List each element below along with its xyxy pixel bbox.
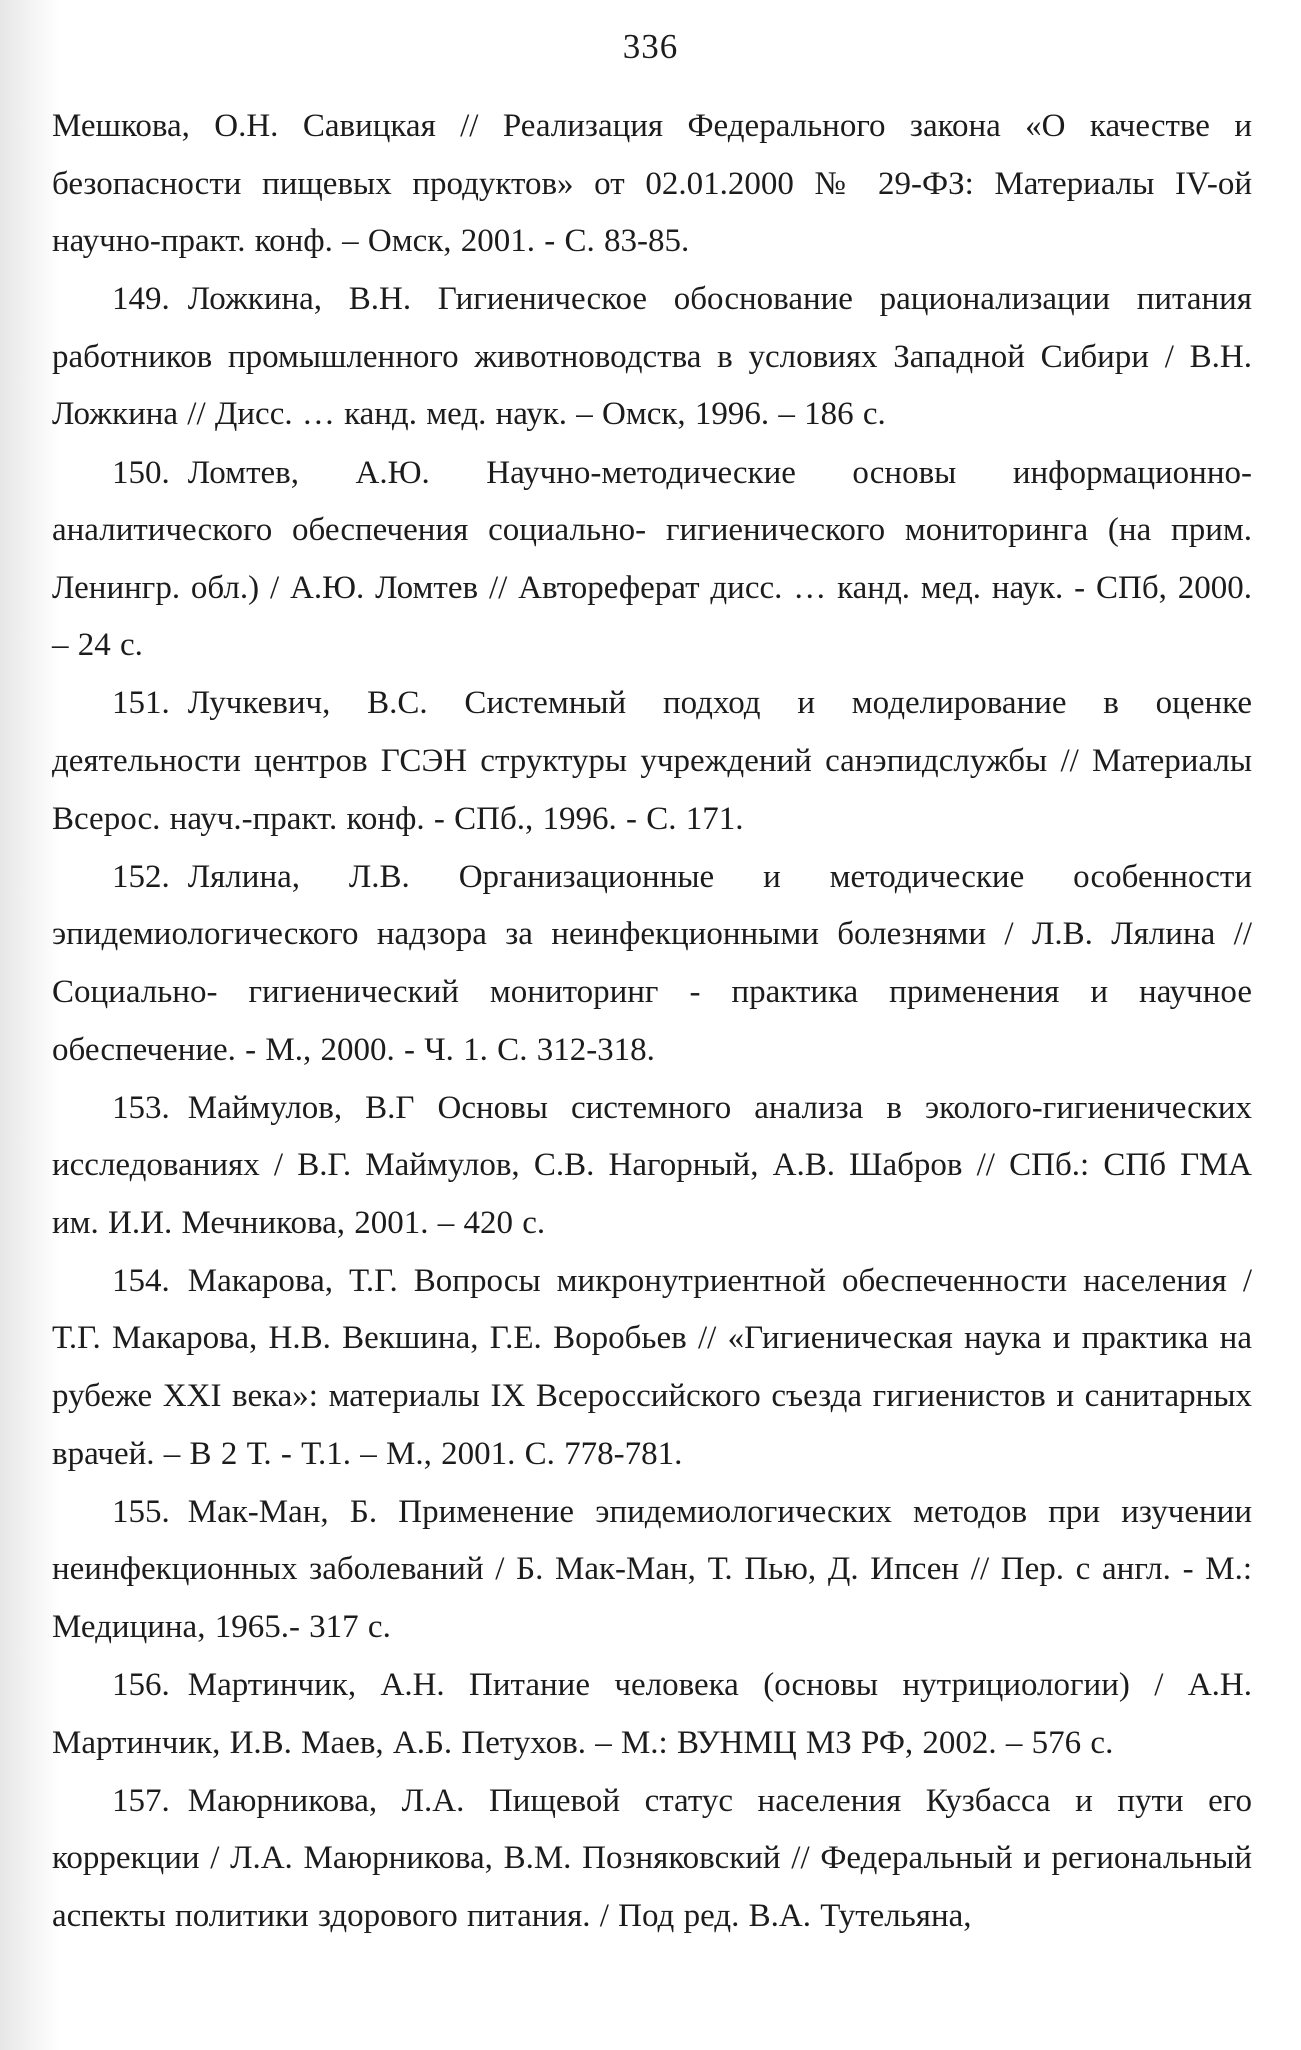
reference-entry-149 [52,271,1252,444]
reference-entry-155 [52,1484,1252,1657]
reference-entry-151 [52,675,1252,848]
reference-text: Мешкова, О.Н. Савицкая // Реализация Федерального закона «О качестве и безопасности пищевых продуктов» от 02.01.2000 № 29-ФЗ: Материалы IV-ой научно-практ. конф. – Омск, 2001. - С. 83-85. [52,108,1252,260]
page-number: 336 [622,27,679,66]
reference-text: Ложкина, В.Н. Гигиеническое обоснование рационализации питания работников промышленного животноводства в условиях Западной Сибири / В.Н. Ложкина // Дисс. … канд. мед. наук. – Омск, 1996. – 186 с. [52,281,1252,433]
reference-text: Маймулов, В.Г Основы системного анализа в эколого-гигиенических исследованиях / В.Г. Маймулов, С.В. Нагорный, А.В. Шабров // СПб.: СПб ГМА им. И.И. Мечникова, 2001. – 420 с. [52,1089,1252,1241]
reference-number: 153. [112,1089,170,1126]
reference-entry-154 [52,1253,1252,1483]
reference-entry-157 [52,1773,1252,1946]
reference-entry-152 [52,849,1252,1079]
reference-number: 150. [112,454,170,491]
reference-text: Ломтев, А.Ю. Научно-методические основы информационно-аналитического обеспечения социально- гигиенического мониторинга (на прим. Ленингр. обл.) / А.Ю. Ломтев // Автореферат дисс. … канд. мед. наук. - СПб, 2000. – 24 с. [52,454,1252,664]
reference-number: 154. [112,1262,170,1299]
reference-entry-continued [52,98,1252,271]
reference-number: 152. [112,858,170,895]
reference-number: 149. [112,281,170,318]
reference-number: 151. [112,685,170,722]
reference-text: Макарова, Т.Г. Вопросы микронутриентной обеспеченности населения / Т.Г. Макарова, Н.В. Векшина, Г.Е. Воробьев // «Гигиеническая наука и практика на рубеже XXI века»: материалы IX Всероссийского съезда гигиенистов и санитарных врачей. – В 2 Т. - Т.1. – М., 2001. С. 778-781. [52,1262,1252,1472]
reference-text: Лучкевич, В.С. Системный подход и моделирование в оценке деятельности центров ГСЭН структуры учреждений санэпидслужбы // Материалы Всерос. науч.-практ. конф. - СПб., 1996. - С. 171. [52,685,1252,837]
reference-text: Лялина, Л.В. Организационные и методические особенности эпидемиологического надзора за неинфекционными болезнями / Л.В. Лялина // Социально- гигиенический мониторинг - практика применения и научное обеспечение. - М., 2000. - Ч. 1. С. 312-318. [52,858,1252,1068]
reference-number: 157. [112,1782,170,1819]
reference-entry-153 [52,1080,1252,1253]
reference-number: 155. [112,1493,170,1530]
reference-entry-150 [52,445,1252,675]
reference-text: Мартинчик, А.Н. Питание человека (основы нутрициологии) / А.Н. Мартинчик, И.В. Маев, А.Б. Петухов. – М.: ВУНМЦ МЗ РФ, 2002. – 576 с. [52,1667,1252,1761]
reference-text: Мак-Ман, Б. Применение эпидемиологических методов при изучении неинфекционных заболеваний / Б. Мак-Ман, Т. Пью, Д. Ипсен // Пер. с англ. - М.: Медицина, 1965.- 317 с. [52,1493,1252,1645]
reference-entry-156 [52,1657,1252,1772]
reference-list [52,98,1252,1946]
reference-text: Маюрникова, Л.А. Пищевой статус населения Кузбасса и пути его коррекции / Л.А. Маюрникова, В.М. Позняковский // Федеральный и региональный аспекты политики здорового питания. / Под ред. В.А. Тутельяна, [52,1782,1252,1934]
reference-number: 156. [112,1667,170,1704]
